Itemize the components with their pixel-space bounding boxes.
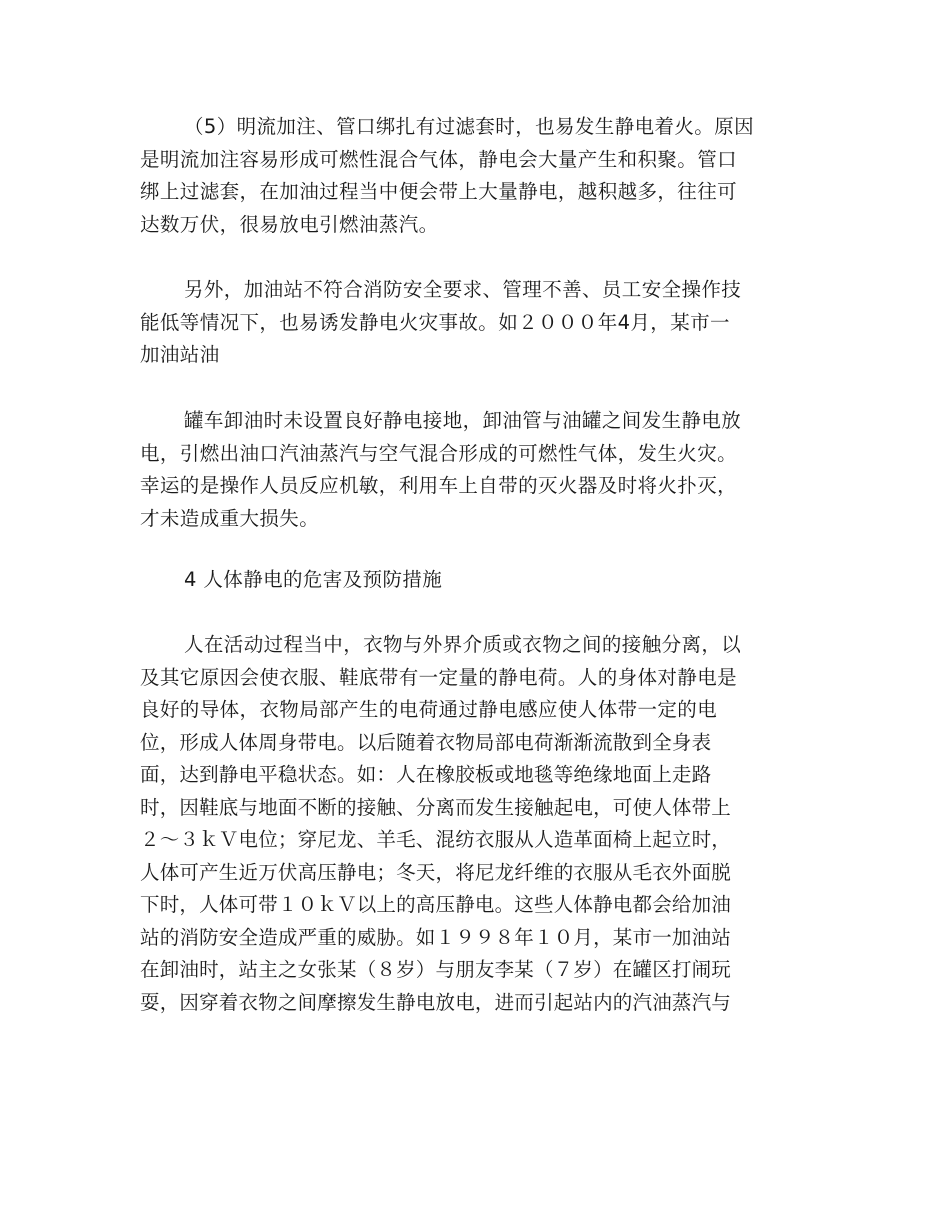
- text-line: 人体可产生近万伏高压静电；冬天，将尼龙纤维的衣服从毛衣外面脱: [140, 860, 732, 884]
- text-line: 面，达到静电平稳状态。如：人在橡胶板或地毯等绝缘地面上走路: [140, 763, 712, 786]
- text-line: 另外，加油站不符合消防安全要求、管理不善、员工安全操作技: [184, 278, 742, 301]
- text-line: 耍，因穿着衣物之间摩擦发生静电放电，进而引起站内的汽油蒸汽与: [140, 990, 732, 1014]
- text-line: 幸运的是操作人员反应机敏，利用车上自带的灭火器及时将火扑灭，: [140, 474, 738, 497]
- paragraph-human-static: [140, 629, 800, 1019]
- text-line: 加油站油: [140, 343, 220, 366]
- text-line: 人在活动过程当中，衣物与外界介质或衣物之间的接触分离，以: [184, 633, 742, 656]
- text-line: 是明流加注容易形成可燃性混合气体，静电会大量产生和积聚。管口: [140, 147, 738, 171]
- text-line: （5）明流加注、管口绑扎有过滤套时，也易发生静电着火。原因: [184, 115, 755, 138]
- text-line: 下时，人体可带１０ｋＶ以上的高压静电。这些人体静电都会给加油: [140, 893, 732, 916]
- paragraph-tanker-incident: [140, 405, 800, 535]
- text-line: 良好的导体，衣物局部产生的电荷通过静电感应使人体带一定的电: [140, 698, 718, 721]
- text-line: 电，引燃出油口汽油蒸汽与空气混合形成的可燃性气体，发生火灾。: [140, 441, 738, 465]
- section-heading: [140, 564, 800, 597]
- text-line: 时，因鞋底与地面不断的接触、分离而发生接触起电，可使人体带上: [140, 795, 732, 819]
- text-line: ２～３ｋＶ电位；穿尼龙、羊毛、混纺衣服从人造革面椅上起立时，: [140, 828, 732, 851]
- text-line: 绑上过滤套，在加油过程当中便会带上大量静电，越积越多，往往可: [140, 180, 738, 203]
- text-line: 及其它原因会使衣服、鞋底带有一定量的静电荷。人的身体对静电是: [140, 665, 738, 689]
- text-line: 罐车卸油时未设置良好静电接地，卸油管与油罐之间发生静电放: [184, 409, 742, 432]
- text-line: 在卸油时，站主之女张某（８岁）与朋友李某（７岁）在罐区打闹玩: [140, 958, 732, 981]
- section-heading-text: 4 人体静电的危害及预防措施: [184, 568, 443, 591]
- paragraph-management-factors: [140, 274, 800, 372]
- paragraph-overfill-filter-sleeve: [140, 111, 800, 241]
- text-line: 才未造成重大损失。: [140, 506, 320, 530]
- text-line: 站的消防安全造成严重的威胁。如１９９８年１０月，某市一加油站: [140, 925, 732, 949]
- text-line: 能低等情况下，也易诱发静电火灾事故。如２０００年4月，某市一: [140, 310, 730, 334]
- text-line: 位，形成人体周身带电。以后随着衣物局部电荷渐渐流散到全身表: [140, 730, 712, 754]
- text-line: 达数万伏，很易放电引燃油蒸汽。: [140, 212, 439, 236]
